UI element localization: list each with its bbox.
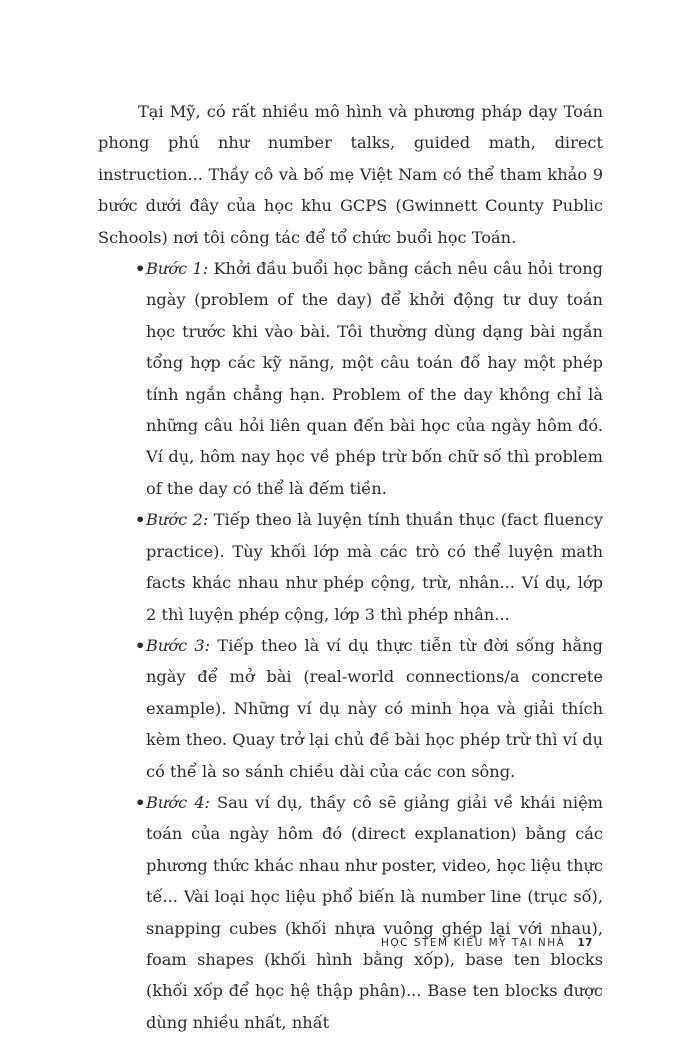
step-text: Sau ví dụ, thầy cô sẽ giảng giải về khái niệm toán của ngày hôm đó (direct explanation) bằng các phương thức khác nhau như poster, video, học liệu thực tế... Vài loại học liệu phổ biến là number line (trục số), snapping cubes (khối nhựa vuông ghép lại với nhau), foam shapes (khối hình bằng xốp), base ten blocks (khối xốp để học hệ thập phân)... Base ten blocks được dùng nhiều nhất, nhất (146, 792, 603, 1032)
step-text: Tiếp theo là luyện tính thuần thục (fact fluency practice). Tùy khối lớp mà các trò có thể luyện math facts khác nhau như phép cộng, trừ, nhân... Ví dụ, lớp 2 thì luyện phép cộng, lớp 3 thì phép nhân... (146, 510, 603, 624)
page-body (98, 96, 603, 1038)
step-label: Bước 1: (146, 259, 209, 279)
bullet-icon: • (135, 259, 146, 279)
step-text: Khởi đầu buổi học bằng cách nêu câu hỏi trong ngày (problem of the day) để khởi động tư duy toán học trước khi vào bài. Tôi thường dùng dạng bài ngắn tổng hợp các kỹ năng, một câu toán đố hay một phép tính ngắn chẳng hạn. Problem of the day không chỉ là những câu hỏi liên quan đến bài học của ngày hôm đó. Ví dụ, hôm nay học về phép trừ bốn chữ số thì problem of the day có thể là đếm tiền. (146, 259, 603, 498)
list-item (98, 787, 603, 1038)
intro-paragraph: Tại Mỹ, có rất nhiều mô hình và phương pháp dạy Toán phong phú như number talks, guided math, direct instruction... Thầy cô và bố mẹ Việt Nam có thể tham khảo 9 bước dưới đây của học khu GCPS (Gwinnett County Public Schools) nơi tôi công tác để tổ chức buổi học Toán. (98, 102, 603, 247)
step-label: Bước 2: (146, 510, 209, 530)
list-item (98, 253, 603, 504)
bullet-icon: • (135, 635, 146, 655)
bullet-icon: • (135, 792, 146, 812)
step-label: Bước 4: (146, 792, 210, 812)
bullet-icon: • (135, 510, 146, 530)
step-text: Tiếp theo là ví dụ thực tiễn từ đời sống hằng ngày để mở bài (real-world connections/a concrete example). Những ví dụ này có minh họa và giải thích kèm theo. Quay trở lại chủ đề bài học phép trừ thì ví dụ có thể là so sánh chiều dài của các con sông. (146, 635, 603, 781)
page-footer (381, 937, 593, 949)
running-title: HỌC STEM KIỂU MỸ TẠI NHÀ (381, 937, 566, 949)
list-item (98, 504, 603, 630)
steps-list (98, 253, 603, 1038)
step-label: Bước 3: (146, 635, 211, 655)
list-item (98, 630, 603, 787)
page-number: 17 (577, 937, 593, 949)
